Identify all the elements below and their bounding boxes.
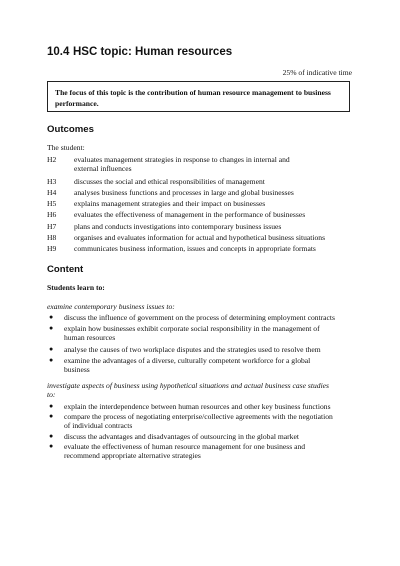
- list-item: [47, 345, 357, 354]
- list-item-text: compare the process of negotiating enterprise/collective agreements with the negotiation: [64, 412, 333, 421]
- list-item: [47, 432, 357, 441]
- bullet-icon: ●: [49, 324, 54, 332]
- outcome-item: [47, 233, 357, 242]
- students-learn-label: Students learn to:: [47, 283, 105, 292]
- outcome-code: H6: [47, 210, 57, 219]
- outcome-text: plans and conducts investigations into contemporary business issues: [74, 222, 282, 231]
- bullet-icon: ●: [49, 442, 54, 450]
- list-item: [47, 313, 357, 322]
- bullet-icon: ●: [49, 402, 54, 410]
- outcomes-heading: Outcomes: [47, 124, 94, 135]
- list-item-text: discuss the advantages and disadvantages of outsourcing in the global market: [64, 432, 299, 441]
- outcome-item: [47, 188, 357, 197]
- outcome-item: [47, 177, 357, 186]
- list-item-text-cont: business: [64, 365, 90, 375]
- outcome-item: [47, 222, 357, 231]
- list-item-text: explain how businesses exhibit corporate social responsibility in the management of: [64, 324, 320, 333]
- page-title: [47, 46, 232, 58]
- outcome-item: [47, 244, 357, 253]
- bullet-icon: ●: [49, 345, 54, 353]
- outcome-code: H2: [47, 155, 57, 164]
- outcome-text: discusses the social and ethical responsibilities of management: [74, 177, 265, 186]
- outcome-code: H5: [47, 199, 57, 208]
- outcome-item: [47, 199, 357, 208]
- outcomes-intro: The student:: [47, 143, 85, 152]
- section-intro: examine contemporary business issues to:: [47, 302, 175, 311]
- indicative-time: 25% of indicative time: [282, 68, 352, 77]
- list-item-text-cont: recommend appropriate alternative strategies: [64, 451, 201, 461]
- outcome-text: organises and evaluates information for actual and hypothetical business situations: [74, 233, 326, 242]
- section-intro-line-cont: to:: [47, 390, 56, 400]
- bullet-icon: ●: [49, 432, 54, 440]
- section-intro: [47, 381, 357, 399]
- outcome-text: communicates business information, issues and concepts in appropriate formats: [74, 244, 316, 253]
- list-item-text-cont: human resources: [64, 333, 116, 343]
- outcome-text-cont: external influences: [74, 164, 132, 174]
- outcome-text: analyses business functions and processes in large and global businesses: [74, 188, 294, 197]
- outcome-code: H4: [47, 188, 57, 197]
- list-item: [47, 412, 357, 430]
- list-item: [47, 442, 357, 460]
- section-title: HSC topic: Human resources: [73, 46, 233, 58]
- outcome-code: H7: [47, 222, 57, 231]
- outcome-code: H3: [47, 177, 57, 186]
- outcome-text: evaluates the effectiveness of management in the performance of businesses: [74, 210, 306, 219]
- outcome-code: H8: [47, 233, 57, 242]
- bullet-icon: ●: [49, 313, 54, 321]
- list-item-text-cont: of individual contracts: [64, 421, 133, 431]
- section-intro-line: investigate aspects of business using hypothetical situations and actual business case studies: [47, 381, 329, 390]
- outcome-text: evaluates management strategies in response to changes in internal and: [74, 155, 290, 164]
- focus-box: [47, 81, 350, 112]
- list-item-text: analyse the causes of two workplace disputes and the strategies used to resolve them: [64, 345, 321, 354]
- list-item-text: examine the advantages of a diverse, culturally competent workforce for a global: [64, 356, 311, 365]
- section-number: 10.4: [47, 46, 70, 58]
- outcome-text: explains management strategies and their impact on businesses: [74, 199, 266, 208]
- bullet-icon: ●: [49, 412, 54, 420]
- bullet-icon: ●: [49, 356, 54, 364]
- content-heading: Content: [47, 264, 84, 275]
- list-item: [47, 356, 357, 374]
- list-item-text: discuss the influence of government on the process of determining employment contracts: [64, 313, 335, 322]
- list-item: [47, 402, 357, 411]
- outcome-item: [47, 155, 357, 173]
- focus-text: The focus of this topic is the contribution of human resource management to business performance.: [55, 88, 331, 108]
- list-item-text: explain the interdependence between human resources and other key business functions: [64, 402, 331, 411]
- outcome-code: H9: [47, 244, 57, 253]
- list-item-text: evaluate the effectiveness of human resource management for one business and: [64, 442, 306, 451]
- list-item: [47, 324, 357, 342]
- outcome-item: [47, 210, 357, 219]
